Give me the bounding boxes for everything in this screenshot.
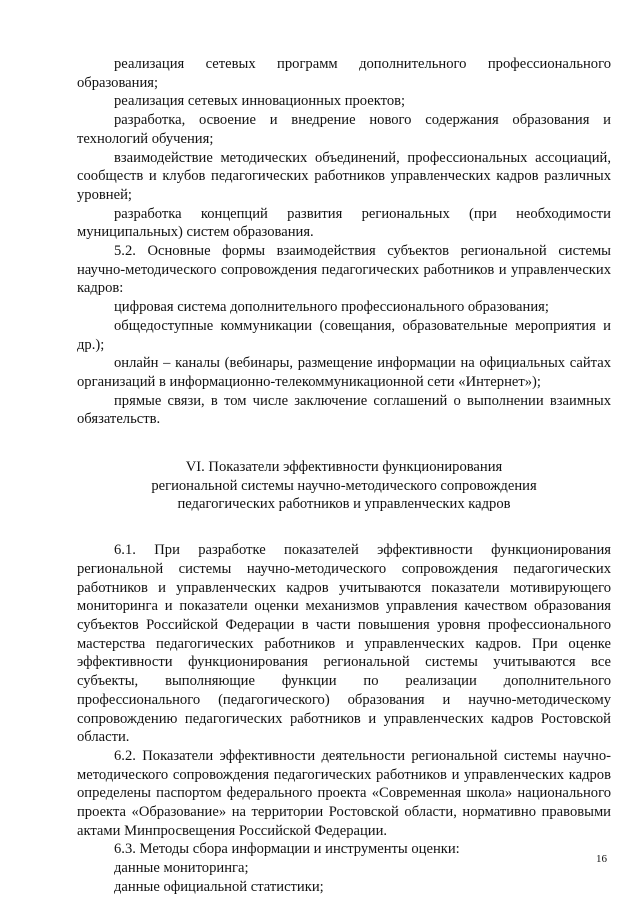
- paragraph-6-1: 6.1. При разработке показателей эффективности функционирования региональной системы научно-методического сопровождения педагогических работников и управленческих кадров учитываются показатели мотивирующего мониторинга и показатели оценки механизмов управления качеством образования субъектов Российской Федерации в части повышения уровня профессионального мастерства педагогических работников и управленческих кадров. При оценке эффективности функционирования региональной системы учитываются все субъекты, выполняющие функции по реализации дополнительного профессионального (педагогического) образования и научно-методическому сопровождению педагогических работников и управленческих кадров Ростовской области.: [77, 542, 611, 746]
- page-number: 16: [596, 853, 607, 865]
- list-item-methodical-associations: взаимодействие методических объединений, профессиональных ассоциаций, сообществ и клубов педагогических работников управленческих кадров различных уровней;: [77, 149, 611, 203]
- list-item-network-programs: реализация сетевых программ дополнительного профессионального образования;: [77, 56, 611, 91]
- list-item-digital-system: цифровая система дополнительного профессионального образования;: [114, 299, 549, 316]
- section-heading-line: VI. Показатели эффективности функционирования: [185, 459, 503, 476]
- page-body: [77, 55, 611, 897]
- paragraph-5-2: 5.2. Основные формы взаимодействия субъектов региональной системы научно-методического сопровождения педагогических работников и управленческих кадров:: [77, 243, 611, 297]
- paragraph-6-2: 6.2. Показатели эффективности деятельности региональной системы научно-методического сопровождения педагогических работников и управленческих кадров определены паспортом федерального проекта «Современная школа» национального проекта «Образование» на территории Ростовской области, нормативно правовыми актами Минпросвещения Российской Федерации.: [77, 747, 611, 839]
- section-heading: [77, 458, 611, 514]
- list-item-direct-links: прямые связи, в том числе заключение соглашений о выполнении взаимных обязательств.: [77, 392, 611, 428]
- list-item-monitoring-data: данные мониторинга;: [114, 860, 249, 877]
- list-item-development-concepts: разработка концепций развития региональных (при необходимости муниципальных) систем образования.: [77, 205, 611, 241]
- paragraph-6-3: 6.3. Методы сбора информации и инструменты оценки:: [114, 841, 460, 858]
- list-item-public-communications: общедоступные коммуникации (совещания, образовательные мероприятия и др.);: [77, 317, 611, 353]
- section-heading-line: педагогических работников и управленческих кадров: [177, 496, 511, 513]
- section-heading-line: региональной системы научно-методического сопровождения: [151, 477, 537, 494]
- list-item-official-statistics: данные официальной статистики;: [114, 878, 324, 895]
- list-item-online-channels: онлайн – каналы (вебинары, размещение информации на официальных сайтах организаций в информационно-телекоммуникационной сети «Интернет»);: [77, 355, 611, 390]
- list-item-innovation-projects: реализация сетевых инновационных проектов;: [114, 93, 406, 110]
- list-item-new-content: разработка, освоение и внедрение нового содержания образования и технологий обучения;: [77, 112, 611, 147]
